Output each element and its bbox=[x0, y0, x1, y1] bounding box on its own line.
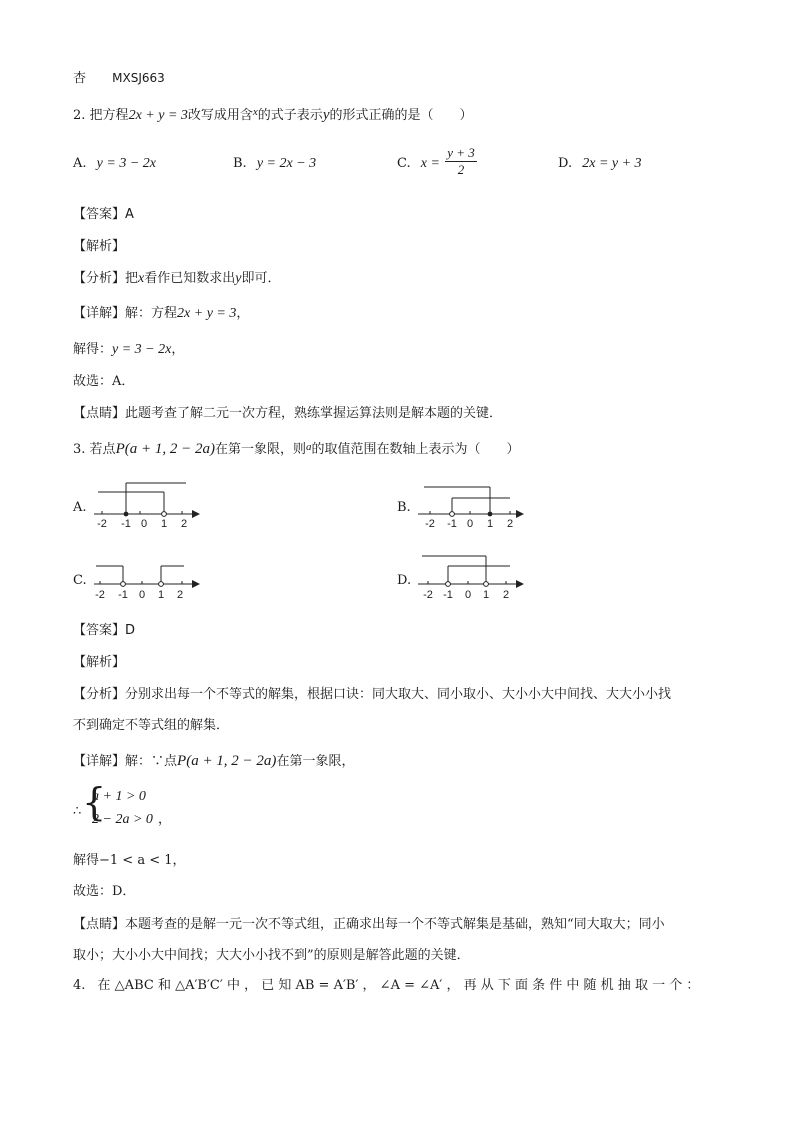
q3-point: P(a + 1, 2 − 2a) bbox=[115, 441, 215, 457]
header-code: MXSJ663 bbox=[112, 71, 165, 85]
q3-number: 3. bbox=[73, 442, 86, 457]
q2-equation: 2x + y = 3 bbox=[128, 108, 188, 123]
q3-option-a-label: A. bbox=[73, 500, 87, 515]
svg-text:2: 2 bbox=[502, 589, 510, 601]
q3-option-b-label: B. bbox=[397, 500, 411, 515]
system-brace: { bbox=[82, 780, 107, 824]
number-line-d bbox=[412, 552, 528, 606]
header-char: 杏 bbox=[73, 71, 87, 86]
q2-detail: 【详解】解：方程2x + y = 3， bbox=[73, 306, 250, 321]
q3-detail: 【详解】解：∵点P(a + 1, 2 − 2a)在第一象限， bbox=[73, 753, 355, 769]
svg-text:0: 0 bbox=[464, 589, 472, 601]
svg-text:-1: -1 bbox=[118, 589, 128, 601]
q2-stem: 2. 把方程2x + y = 3改写成用含$^x$的式子表示y的形式正确的是（ ） bbox=[73, 106, 473, 123]
number-line-a bbox=[88, 478, 204, 530]
svg-text:1: 1 bbox=[160, 518, 168, 530]
svg-text:2: 2 bbox=[176, 589, 184, 601]
system-line1: a + 1 > 0 bbox=[92, 789, 146, 804]
q3-choose: 故选：D． bbox=[73, 884, 136, 899]
svg-text:0: 0 bbox=[466, 518, 474, 530]
q2-answer: 【答案】A bbox=[73, 207, 134, 222]
svg-text:1: 1 bbox=[482, 589, 490, 601]
q2-fenxi: 【分析】把x看作已知数求出y即可． bbox=[73, 271, 281, 286]
svg-text:2: 2 bbox=[506, 518, 514, 530]
q3-answer: 【答案】D bbox=[73, 623, 136, 638]
q2-choose: 故选：A． bbox=[73, 374, 135, 389]
q2-analysis-tag: 【解析】 bbox=[73, 239, 126, 254]
svg-text:2: 2 bbox=[180, 518, 188, 530]
q3-dianjing-line2: 取小；大小小大中间找；大大小小找不到”的原则是解答此题的关键． bbox=[73, 948, 470, 963]
therefore-symbol: ∴ bbox=[73, 804, 82, 819]
q3-stem: 3. 若点P(a + 1, 2 − 2a)在第一象限，则$^a$的取值范围在数轴上表示为（ ） bbox=[73, 441, 520, 457]
q3-analysis-tag: 【解析】 bbox=[73, 655, 126, 670]
q3-option-c-label: C. bbox=[73, 573, 87, 588]
svg-text:-1: -1 bbox=[447, 518, 457, 530]
svg-text:-1: -1 bbox=[121, 518, 131, 530]
q2-option-c: C. x = bbox=[397, 156, 440, 171]
svg-text:-2: -2 bbox=[97, 518, 107, 530]
q4-number: 4. bbox=[73, 978, 86, 993]
q3-dianjing-line1: 【点睛】本题考查的是解一元一次不等式组，正确求出每一个不等式解集是基础，熟知“同大取大；同小 bbox=[73, 917, 665, 932]
q4-stem: 4. 在 △ABC 和 △A′B′C′ 中 ， 已 知 AB = A′B′ ， ∠A = ∠A′ ， 再 从 下 面 条 件 中 随 机 抽 取 一 个 ： bbox=[73, 978, 700, 993]
q2-dianjing: 【点睛】此题考查了解二元一次方程，熟练掌握运算法则是解本题的关键． bbox=[73, 406, 503, 421]
q3-option-d-label: D. bbox=[397, 573, 412, 588]
svg-text:-2: -2 bbox=[425, 518, 435, 530]
svg-text:0: 0 bbox=[140, 518, 148, 530]
q2-option-d: D. 2x = y + 3 bbox=[558, 156, 642, 171]
svg-text:1: 1 bbox=[157, 589, 165, 601]
q3-fenxi-line2: 不到确定不等式组的解集． bbox=[73, 718, 230, 733]
q2-option-b: B. y = 2x − 3 bbox=[233, 156, 317, 171]
svg-text:1: 1 bbox=[486, 518, 494, 530]
q3-solve: 解得−1 < a < 1， bbox=[73, 853, 186, 868]
system-line2: 2 − 2a > 0 bbox=[92, 812, 153, 827]
system-comma: ， bbox=[158, 812, 172, 827]
number-line-c bbox=[88, 556, 204, 606]
q2-option-c-fraction: y + 3 2 bbox=[443, 145, 479, 178]
q2-number: 2. bbox=[73, 108, 86, 123]
svg-text:-2: -2 bbox=[423, 589, 433, 601]
svg-text:0: 0 bbox=[138, 589, 146, 601]
svg-text:-2: -2 bbox=[95, 589, 105, 601]
number-line-b bbox=[412, 478, 528, 530]
q3-fenxi-line1: 【分析】分别求出每一个不等式的解集，根据口诀：同大取大、同小取小、大小小大中间找、大大小小找 bbox=[73, 687, 672, 702]
q2-option-a: A. y = 3 − 2x bbox=[73, 156, 156, 171]
svg-text:-1: -1 bbox=[443, 589, 453, 601]
q2-solve: 解得：y = 3 − 2x， bbox=[73, 342, 185, 357]
header bbox=[73, 67, 165, 86]
